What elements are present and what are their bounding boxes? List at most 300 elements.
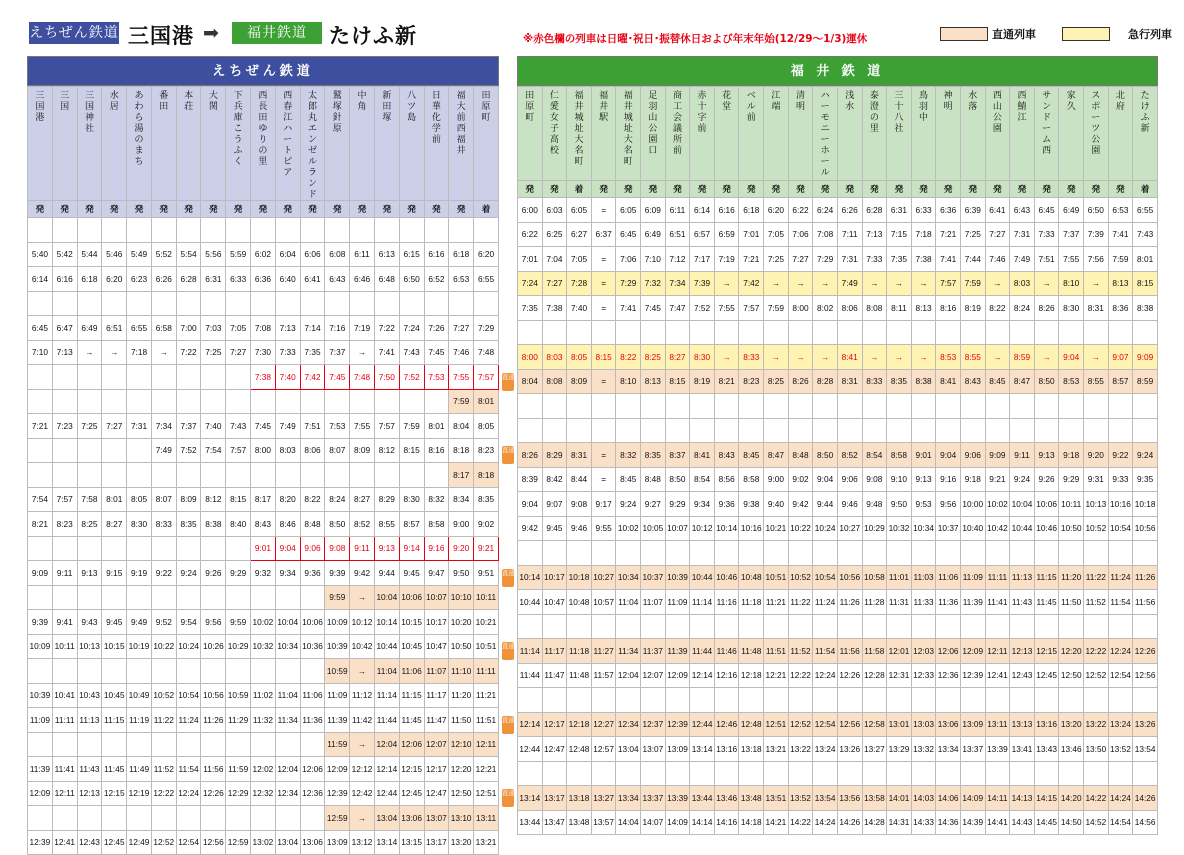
time-cell: → — [862, 271, 887, 296]
time-cell: 5:40 — [28, 242, 53, 267]
time-cell — [665, 761, 690, 786]
time-cell — [151, 585, 176, 610]
time-cell: 14:20 — [1059, 786, 1084, 811]
station-name-text: 八ツ島 — [407, 90, 417, 122]
time-cell: 7:11 — [837, 222, 862, 247]
time-cell: 6:22 — [788, 198, 813, 223]
time-cell — [936, 320, 961, 345]
time-cell: 11:24 — [1108, 565, 1133, 590]
time-cell — [424, 463, 449, 488]
time-cell: 5:54 — [176, 242, 201, 267]
time-cell: 8:50 — [813, 443, 838, 468]
time-cell — [764, 688, 789, 713]
badge-row — [499, 491, 517, 516]
time-cell: 7:06 — [616, 247, 641, 272]
time-cell: 10:11 — [474, 585, 499, 610]
time-cell: 13:09 — [960, 712, 985, 737]
time-cell — [52, 218, 77, 243]
time-cell: 11:39 — [665, 639, 690, 664]
time-cell: 11:07 — [424, 659, 449, 684]
time-cell: 11:18 — [739, 590, 764, 615]
time-cell — [985, 541, 1010, 566]
time-cell: 11:34 — [616, 639, 641, 664]
timetable-row — [28, 487, 499, 512]
time-cell: 9:21 — [985, 467, 1010, 492]
time-cell — [52, 365, 77, 390]
time-cell: → — [813, 271, 838, 296]
time-cell: 11:37 — [641, 639, 666, 664]
station-name-text: 田原町 — [525, 90, 535, 122]
time-cell — [985, 688, 1010, 713]
badge-cell — [499, 761, 517, 786]
time-cell: 8:32 — [616, 443, 641, 468]
time-cell: 8:09 — [567, 369, 592, 394]
time-cell: 10:09 — [28, 634, 53, 659]
time-cell: 10:00 — [960, 492, 985, 517]
time-cell — [690, 688, 715, 713]
time-cell: 7:04 — [542, 247, 567, 272]
time-cell: 13:17 — [424, 830, 449, 855]
time-cell: 11:22 — [788, 590, 813, 615]
time-cell — [665, 418, 690, 443]
time-cell: 8:04 — [518, 369, 543, 394]
station-name-text: 西鯖江 — [1017, 90, 1027, 122]
time-cell: 11:50 — [449, 708, 474, 733]
time-cell: 9:16 — [424, 536, 449, 561]
time-cell: 11:15 — [399, 683, 424, 708]
time-cell: 10:27 — [591, 565, 616, 590]
time-cell — [201, 585, 226, 610]
badge-row — [499, 589, 517, 614]
time-cell — [52, 732, 77, 757]
timetable-row — [518, 639, 1158, 664]
time-cell: 7:45 — [424, 340, 449, 365]
time-cell: 8:05 — [567, 345, 592, 370]
time-cell: 7:55 — [714, 296, 739, 321]
time-cell: 13:44 — [690, 786, 715, 811]
time-cell: 8:22 — [300, 487, 325, 512]
time-cell: 7:38 — [251, 365, 276, 390]
time-cell: 7:33 — [275, 340, 300, 365]
time-cell — [518, 688, 543, 713]
time-cell — [102, 806, 127, 831]
dep-arr-label: 発 — [176, 201, 201, 218]
time-cell: 6:16 — [714, 198, 739, 223]
time-cell — [275, 218, 300, 243]
time-cell: 7:54 — [201, 438, 226, 463]
time-cell — [1133, 761, 1158, 786]
time-cell — [788, 688, 813, 713]
time-cell: 7:05 — [226, 316, 251, 341]
time-cell — [251, 291, 276, 316]
time-cell: 5:56 — [201, 242, 226, 267]
timetable-row — [28, 218, 499, 243]
time-cell — [936, 418, 961, 443]
station-name — [714, 87, 739, 181]
time-cell: 14:03 — [911, 786, 936, 811]
time-cell — [399, 389, 424, 414]
time-cell: 12:56 — [837, 712, 862, 737]
time-cell: 8:00 — [788, 296, 813, 321]
time-cell: 6:26 — [837, 198, 862, 223]
time-cell: 8:02 — [813, 296, 838, 321]
time-cell: 11:22 — [1084, 565, 1109, 590]
timetable-row — [28, 757, 499, 782]
time-cell: 11:44 — [690, 639, 715, 664]
station-name — [1133, 87, 1158, 181]
timetable-row — [28, 806, 499, 831]
badge-cell — [499, 271, 517, 296]
time-cell: 12:21 — [474, 757, 499, 782]
time-cell — [911, 688, 936, 713]
time-cell: 9:54 — [176, 610, 201, 635]
time-cell: 9:59 — [325, 585, 350, 610]
time-cell — [1084, 688, 1109, 713]
dep-arr-label: 発 — [275, 201, 300, 218]
time-cell — [714, 688, 739, 713]
time-cell: 6:39 — [960, 198, 985, 223]
time-cell: 10:07 — [424, 585, 449, 610]
time-cell: 12:47 — [424, 781, 449, 806]
time-cell: 8:01 — [102, 487, 127, 512]
station-name — [399, 87, 424, 201]
time-cell: 6:46 — [350, 267, 375, 292]
dep-arr-label: 発 — [374, 201, 399, 218]
time-cell: 6:51 — [665, 222, 690, 247]
timetable-row — [518, 418, 1158, 443]
station-header-row — [518, 87, 1158, 181]
time-cell — [1034, 320, 1059, 345]
time-cell — [226, 585, 251, 610]
time-cell: 12:57 — [591, 737, 616, 762]
time-cell: 11:04 — [616, 590, 641, 615]
time-cell — [1084, 320, 1109, 345]
time-cell: 7:21 — [739, 247, 764, 272]
time-cell — [251, 732, 276, 757]
station-name-text: 福井駅 — [599, 90, 609, 122]
time-cell — [300, 732, 325, 757]
time-cell: 7:55 — [1059, 247, 1084, 272]
time-cell: 12:39 — [28, 830, 53, 855]
time-cell — [374, 463, 399, 488]
time-cell: 13:27 — [591, 786, 616, 811]
time-cell: 9:04 — [275, 536, 300, 561]
time-cell: 14:33 — [911, 810, 936, 835]
legend-express-swatch — [1062, 27, 1110, 41]
time-cell: → — [788, 345, 813, 370]
time-cell: 13:21 — [474, 830, 499, 855]
time-cell: 14:13 — [1010, 786, 1035, 811]
time-cell: 7:22 — [374, 316, 399, 341]
fukui-label: 福井鉄道 — [232, 22, 322, 44]
time-cell: 10:44 — [518, 590, 543, 615]
dep-arr-label: 発 — [837, 181, 862, 198]
time-cell: 10:54 — [1108, 516, 1133, 541]
station-name — [862, 87, 887, 181]
time-cell — [176, 806, 201, 831]
time-cell: 12:15 — [399, 757, 424, 782]
time-cell: 10:48 — [739, 565, 764, 590]
time-cell: 14:39 — [960, 810, 985, 835]
time-cell: 8:32 — [424, 487, 449, 512]
time-cell: 6:13 — [374, 242, 399, 267]
dep-arr-label: 発 — [1108, 181, 1133, 198]
timetable-row — [28, 536, 499, 561]
time-cell: 7:43 — [399, 340, 424, 365]
station-name-text: 西山公園 — [992, 90, 1002, 133]
time-cell: 14:54 — [1108, 810, 1133, 835]
time-cell: 10:18 — [1133, 492, 1158, 517]
time-cell: 13:24 — [813, 737, 838, 762]
time-cell: 11:44 — [374, 708, 399, 733]
time-cell — [591, 761, 616, 786]
time-cell — [911, 614, 936, 639]
time-cell — [518, 418, 543, 443]
time-cell: → — [887, 271, 912, 296]
time-cell: → — [764, 345, 789, 370]
time-cell: 10:14 — [374, 610, 399, 635]
time-cell — [1108, 418, 1133, 443]
station-name — [911, 87, 936, 181]
time-cell: 7:57 — [226, 438, 251, 463]
time-cell — [518, 761, 543, 786]
time-cell: 8:46 — [275, 512, 300, 537]
time-cell — [300, 806, 325, 831]
time-cell: 12:12 — [350, 757, 375, 782]
time-cell: 6:33 — [226, 267, 251, 292]
time-cell: 7:37 — [325, 340, 350, 365]
direct-badge: 直通 — [502, 789, 514, 807]
badge-row — [499, 344, 517, 369]
time-cell — [127, 438, 152, 463]
station-name — [567, 87, 592, 181]
time-cell: 6:20 — [474, 242, 499, 267]
time-cell — [77, 536, 102, 561]
station-name-text: 江端 — [771, 90, 781, 111]
badge-row — [499, 785, 517, 810]
time-cell: 8:07 — [325, 438, 350, 463]
time-cell: 11:15 — [1034, 565, 1059, 590]
time-cell: 11:56 — [837, 639, 862, 664]
time-cell: 6:04 — [275, 242, 300, 267]
time-cell — [665, 394, 690, 419]
time-cell: 7:39 — [690, 271, 715, 296]
time-cell — [911, 761, 936, 786]
time-cell — [226, 389, 251, 414]
station-name-text: 花堂 — [722, 90, 732, 111]
time-cell: 8:24 — [1010, 296, 1035, 321]
time-cell: 10:26 — [201, 634, 226, 659]
time-cell: 9:07 — [1108, 345, 1133, 370]
dep-arr-label: 発 — [936, 181, 961, 198]
station-name-text: 水居 — [109, 90, 119, 111]
time-cell: 10:17 — [424, 610, 449, 635]
time-cell — [641, 688, 666, 713]
dep-arr-label: 発 — [151, 201, 176, 218]
time-cell: 10:34 — [616, 565, 641, 590]
time-cell: 12:59 — [325, 806, 350, 831]
time-cell: 6:25 — [542, 222, 567, 247]
time-cell: 12:07 — [424, 732, 449, 757]
time-cell — [275, 291, 300, 316]
time-cell: 13:09 — [325, 830, 350, 855]
time-cell — [102, 438, 127, 463]
time-cell: 7:03 — [201, 316, 226, 341]
station-name-text: 本荘 — [184, 90, 194, 111]
time-cell: 13:14 — [518, 786, 543, 811]
timetable-row — [518, 614, 1158, 639]
station-name-text: 三国 — [60, 90, 70, 111]
time-cell: 8:43 — [714, 443, 739, 468]
time-cell: 8:57 — [1108, 369, 1133, 394]
time-cell — [518, 541, 543, 566]
time-cell: 8:25 — [77, 512, 102, 537]
time-cell — [127, 365, 152, 390]
time-cell: 10:06 — [1034, 492, 1059, 517]
time-cell — [764, 418, 789, 443]
time-cell: 10:22 — [151, 634, 176, 659]
time-cell — [399, 463, 424, 488]
time-cell: 14:07 — [641, 810, 666, 835]
time-cell: 8:28 — [813, 369, 838, 394]
time-cell: 6:49 — [1059, 198, 1084, 223]
time-cell: 10:36 — [300, 634, 325, 659]
time-cell — [28, 732, 53, 757]
time-cell — [28, 463, 53, 488]
time-cell: 6:33 — [911, 198, 936, 223]
time-cell: 7:01 — [739, 222, 764, 247]
time-cell: 10:37 — [641, 565, 666, 590]
timetable-row — [28, 561, 499, 586]
time-cell — [201, 291, 226, 316]
time-cell: 7:35 — [300, 340, 325, 365]
time-cell: 9:44 — [813, 492, 838, 517]
time-cell: 10:19 — [127, 634, 152, 659]
time-cell: 8:31 — [567, 443, 592, 468]
station-name — [813, 87, 838, 181]
time-cell: 10:56 — [837, 565, 862, 590]
time-cell: 12:22 — [788, 663, 813, 688]
time-cell: 12:51 — [474, 781, 499, 806]
time-cell — [1059, 688, 1084, 713]
time-cell: 14:50 — [1059, 810, 1084, 835]
time-cell — [251, 659, 276, 684]
time-cell — [960, 394, 985, 419]
station-header-row — [28, 87, 499, 201]
dep-arr-row — [28, 201, 499, 218]
time-cell: 12:45 — [1034, 663, 1059, 688]
time-cell: 12:43 — [1010, 663, 1035, 688]
time-cell — [813, 320, 838, 345]
time-cell: 6:03 — [542, 198, 567, 223]
timetable-row — [518, 296, 1158, 321]
time-cell — [151, 732, 176, 757]
time-cell: 10:50 — [1059, 516, 1084, 541]
station-name — [275, 87, 300, 201]
timetable-row — [28, 585, 499, 610]
time-cell — [300, 291, 325, 316]
time-cell: 8:40 — [226, 512, 251, 537]
time-cell: 7:13 — [52, 340, 77, 365]
time-cell: → — [77, 340, 102, 365]
time-cell: 12:21 — [764, 663, 789, 688]
time-cell: 13:14 — [374, 830, 399, 855]
time-cell — [1059, 614, 1084, 639]
time-cell — [325, 389, 350, 414]
time-cell: 7:14 — [300, 316, 325, 341]
time-cell: 13:04 — [275, 830, 300, 855]
station-name-text: 神明 — [943, 90, 953, 111]
timetable-row — [28, 389, 499, 414]
time-cell: 11:14 — [374, 683, 399, 708]
time-cell: 6:16 — [52, 267, 77, 292]
timetable-row — [518, 222, 1158, 247]
time-cell — [201, 389, 226, 414]
time-cell — [591, 320, 616, 345]
time-cell: 10:14 — [714, 516, 739, 541]
time-cell: 6:40 — [275, 267, 300, 292]
direct-badge: 直通 — [502, 373, 514, 391]
time-cell: 9:26 — [1034, 467, 1059, 492]
time-cell — [739, 614, 764, 639]
badge-row — [499, 810, 517, 835]
time-cell — [1034, 418, 1059, 443]
station-name-text: 下兵庫こうふく — [233, 90, 243, 166]
time-cell: 11:32 — [251, 708, 276, 733]
timetable-row — [518, 345, 1158, 370]
time-cell: 9:38 — [739, 492, 764, 517]
time-cell — [127, 536, 152, 561]
time-cell: 9:44 — [374, 561, 399, 586]
time-cell: 9:39 — [325, 561, 350, 586]
time-cell: 8:29 — [374, 487, 399, 512]
time-cell — [764, 614, 789, 639]
station-name-text: ベル前 — [746, 90, 756, 122]
station-name — [542, 87, 567, 181]
time-cell: 7:50 — [374, 365, 399, 390]
time-cell: 13:41 — [1010, 737, 1035, 762]
time-cell: 10:54 — [176, 683, 201, 708]
time-cell: 11:56 — [1133, 590, 1158, 615]
time-cell: 13:12 — [350, 830, 375, 855]
station-name — [985, 87, 1010, 181]
time-cell — [449, 291, 474, 316]
dep-arr-label: 発 — [960, 181, 985, 198]
time-cell: 13:18 — [567, 786, 592, 811]
time-cell: 12:03 — [911, 639, 936, 664]
time-cell — [518, 320, 543, 345]
badge-cell — [499, 442, 517, 467]
time-cell: 9:29 — [1059, 467, 1084, 492]
time-cell — [151, 463, 176, 488]
time-cell: → — [151, 340, 176, 365]
time-cell — [151, 536, 176, 561]
time-cell: 8:19 — [690, 369, 715, 394]
time-cell — [641, 761, 666, 786]
time-cell: 9:18 — [1059, 443, 1084, 468]
time-cell: 12:14 — [374, 757, 399, 782]
time-cell: 12:20 — [449, 757, 474, 782]
time-cell: 8:10 — [1059, 271, 1084, 296]
time-cell: 12:31 — [887, 663, 912, 688]
time-cell: 7:43 — [226, 414, 251, 439]
time-cell — [300, 585, 325, 610]
time-cell: 6:59 — [714, 222, 739, 247]
time-cell: 8:05 — [474, 414, 499, 439]
time-cell: 7:32 — [641, 271, 666, 296]
time-cell — [739, 418, 764, 443]
station-name — [151, 87, 176, 201]
